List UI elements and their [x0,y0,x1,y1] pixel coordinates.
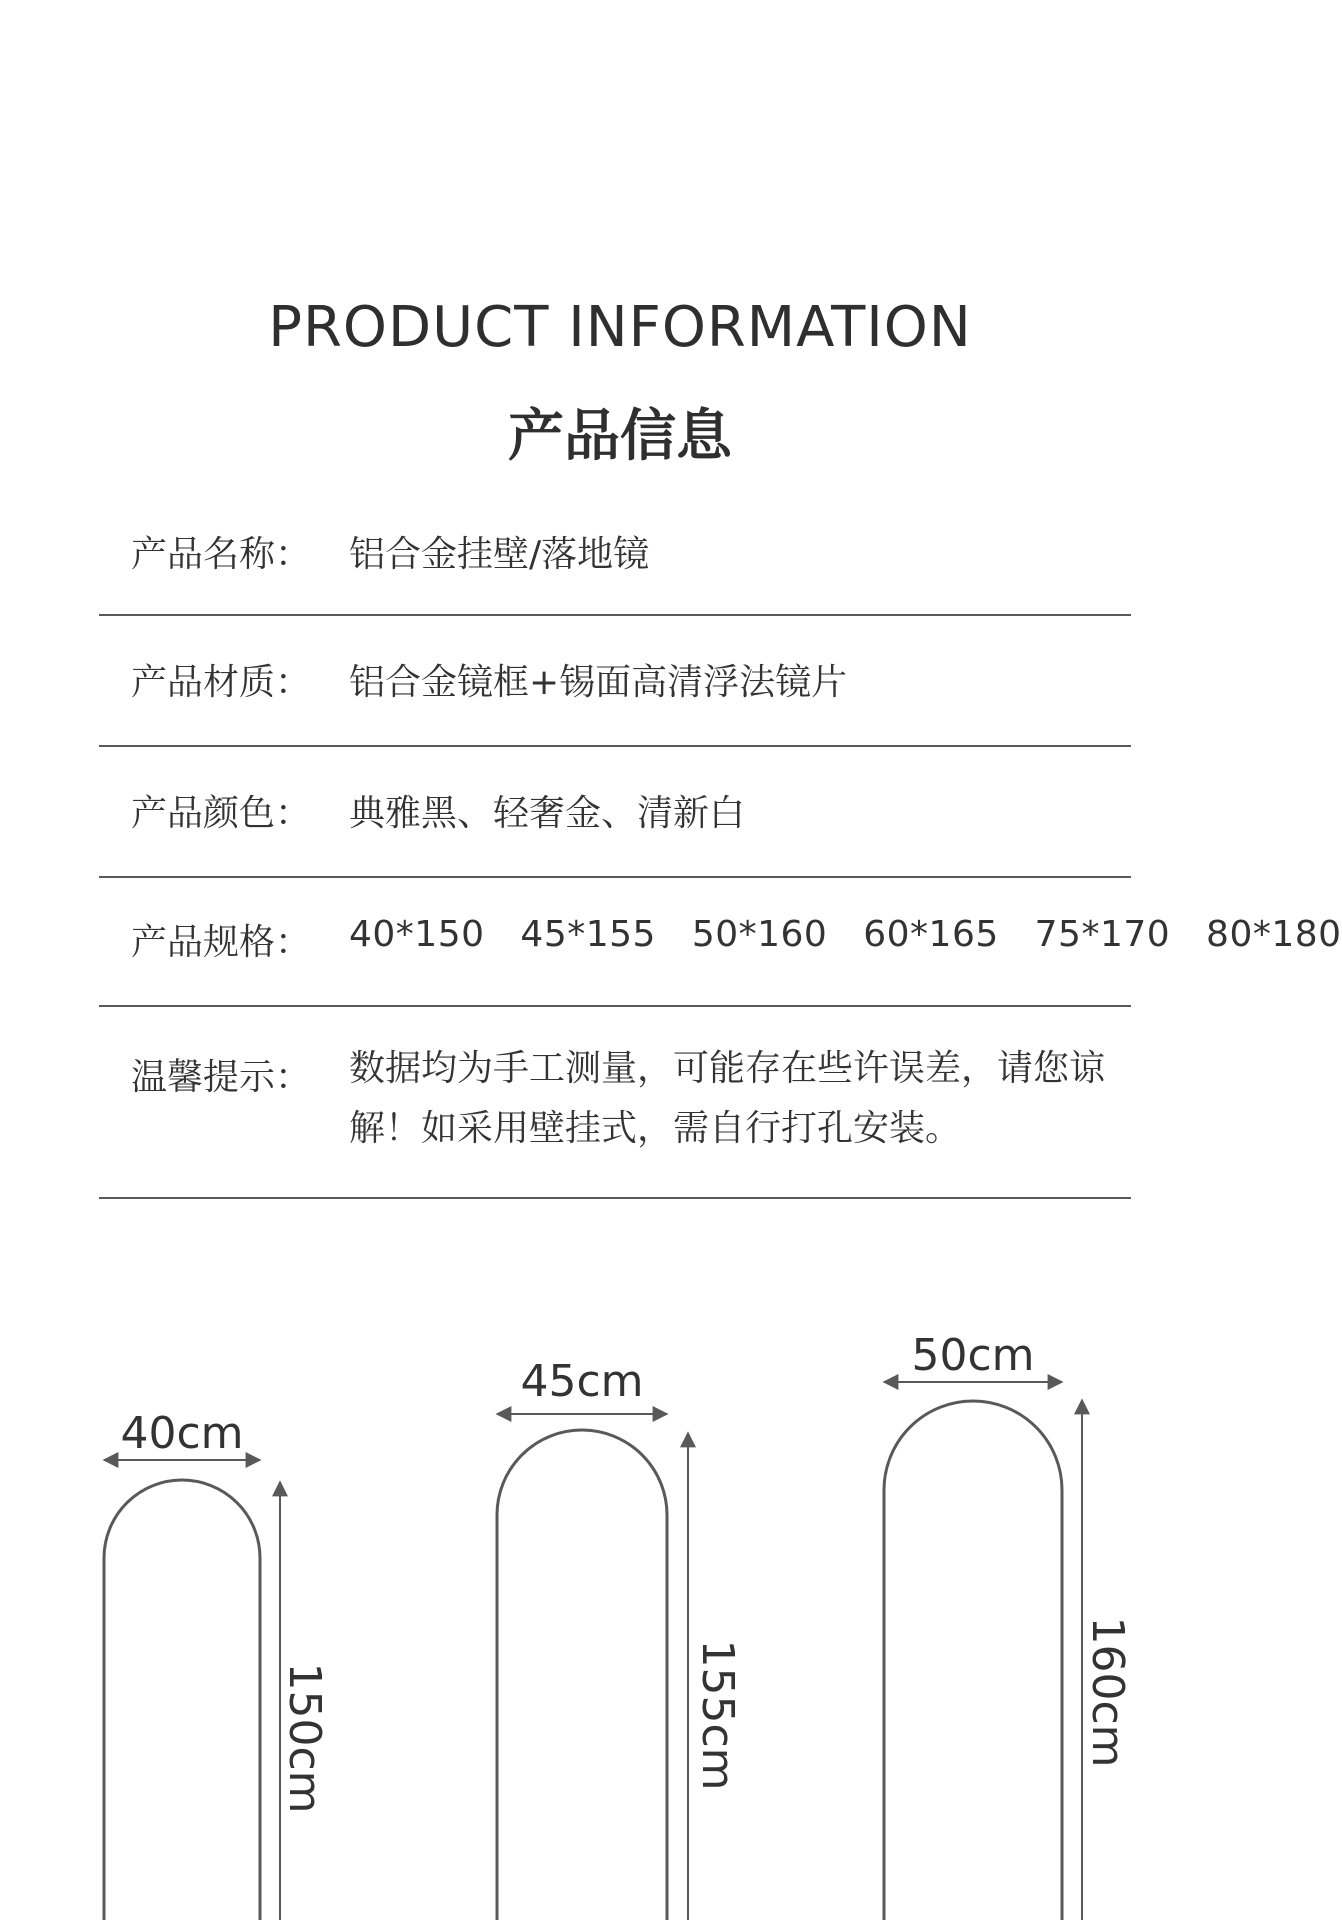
width-label-1: 40cm [120,1408,244,1459]
info-label: 温馨提示： [131,1057,312,1098]
mirror-outline-1 [104,1480,260,1920]
height-label-2: 155cm [692,1639,743,1791]
info-label: 产品颜色： [131,793,312,834]
info-label: 产品材质： [131,662,312,703]
info-value: 典雅黑、轻奢金、清新白 [349,793,746,834]
info-label: 产品规格： [131,922,312,963]
page-title-en: PRODUCT INFORMATION [268,295,972,360]
info-row-color [99,747,1131,878]
mirror-size-1 [104,1408,330,1920]
info-value: 铝合金镜框+锡面高清浮法镜片 [349,662,848,703]
info-label: 产品名称： [131,534,312,575]
info-value: 数据均为手工测量，可能存在些许误差，请您谅解！如采用壁挂式，需自行打孔安装。 [349,1048,1106,1149]
width-label-3: 50cm [911,1330,1035,1381]
info-value: 铝合金挂壁/落地镜 [349,534,650,575]
size-diagram [0,1300,1240,1920]
mirror-size-2 [497,1356,743,1920]
size-diagram-svg [0,1300,1240,1920]
product-info-table [99,500,1342,1199]
info-row-material [99,616,1131,747]
info-row-tip [99,1007,1131,1199]
mirror-size-3 [884,1330,1133,1920]
width-label-2: 45cm [520,1356,644,1407]
page-title-cn: 产品信息 [508,404,732,469]
info-row-spec [99,878,1342,1007]
mirror-outline-2 [497,1430,667,1920]
info-value: 40*150 45*155 50*160 60*165 75*170 80*180 [349,914,1342,955]
height-label-3: 160cm [1082,1616,1133,1768]
height-label-1: 150cm [279,1662,330,1814]
info-row-name [99,500,1131,616]
mirror-outline-3 [884,1401,1062,1920]
